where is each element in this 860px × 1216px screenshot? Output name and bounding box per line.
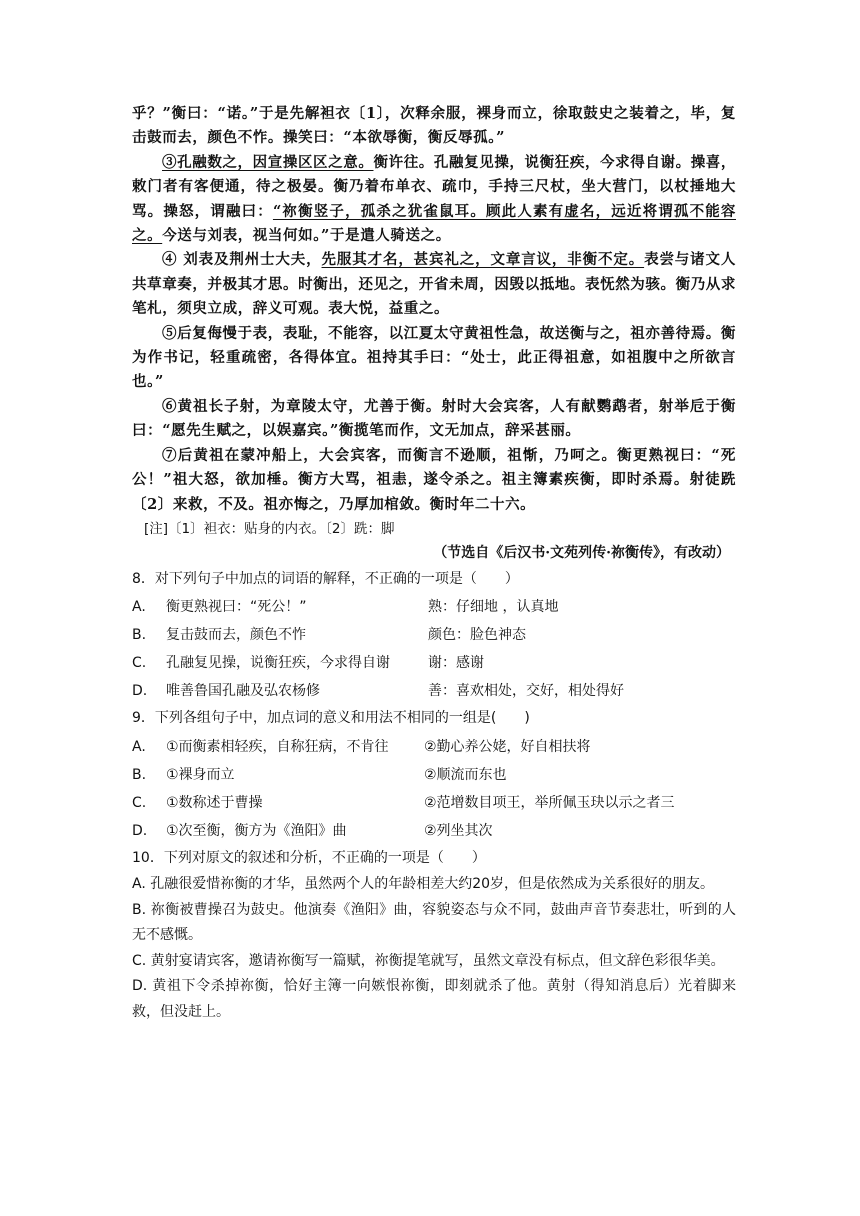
option-label: A.: [132, 738, 146, 755]
passage-paragraph-4: [132, 248, 736, 321]
option-sentence: 孔融复见操，说衡狂疾，今求得自谢: [166, 655, 390, 672]
question-10-options: [132, 872, 736, 1025]
option-label: D.: [132, 822, 148, 839]
question-8-title: 8．对下列句子中加点的词语的解释，不正确的一项是（ ）: [132, 570, 519, 587]
question-8-option-d: [132, 677, 736, 705]
option-sentence-2: ②顺流而东也: [424, 766, 507, 783]
passage-line: 复击鼓而去，颜色不怍。操笑曰：“本欲辱衡，衡反辱孤。”: [132, 105, 736, 147]
option-label: D.: [132, 683, 148, 700]
passage-text: 衡许往。孔融复见操，说衡狂疾，今求得自谢。操喜，敕门者有客便通，待之极晏。衡乃着布单衣、疏巾，手持三尺杖，坐大营门，以杖捶地大骂。操怒，谓融曰：: [132, 153, 736, 220]
passage-line: 乎？”衡曰：“诺。”于是先解袒衣〔1〕，次释余服，裸身而立，徐取鼓史之装着之，毕，: [132, 105, 721, 122]
underlined-sentence: 先服其才名，甚宾礼之，文章言议，非衡不定。: [321, 251, 645, 269]
option-sentence-1: ①数称述于曹操: [166, 794, 263, 811]
question-9-option-b: [132, 761, 736, 789]
question-10-option-d: D. 黄祖下令杀掉祢衡，恰好主簿一向嫉恨祢衡，即刻就杀了他。黄射（得知消息后）光着脚来救，但没赶上。: [132, 978, 736, 1020]
passage-text: 今送与刘表，视当何如。”于是遣人骑送之。: [162, 227, 451, 245]
passage-paragraph-1: [132, 102, 736, 151]
option-sentence-1: ①而衡素相轻疾，自称狂病，不肯往: [166, 738, 389, 755]
option-sentence-1: ①次至衡，衡方为《渔阳》曲: [166, 822, 347, 839]
question-9-option-a: [132, 733, 736, 761]
question-8-option-b: [132, 621, 736, 649]
option-label: B.: [132, 627, 147, 644]
option-sentence-2: ②勤心养公姥，好自相扶将: [424, 738, 591, 755]
passage-paragraph-5: ⑤后复侮慢于表，表耻，不能容，以江夏太守黄祖性急，故送衡与之，祖亦善待焉。衡为作书记，轻重疏密，各得体宜。祖持其手曰：“处士，此正得祖意，如祖腹中之所欲言也。”: [132, 324, 736, 391]
option-label: C.: [132, 794, 147, 811]
question-10-title: 10．下列对原文的叙述和分析，不正确的一项是（ ）: [132, 849, 486, 866]
question-9-option-c: [132, 789, 736, 817]
option-sentence-1: ①裸身而立: [166, 766, 235, 783]
option-gloss: 谢：感谢: [428, 655, 484, 672]
option-sentence: 衡更熟视曰：“死公！”: [166, 599, 307, 616]
question-9-option-d: [132, 817, 736, 845]
source-citation: （节选自《后汉书·文苑列传·祢衡传》，有改动）: [433, 545, 730, 562]
option-gloss: 善：喜欢相处，交好，相处得好: [428, 683, 624, 700]
question-8-option-a: [132, 593, 736, 621]
document-content: [132, 102, 736, 1025]
annotation-note: [注]〔1〕袒衣：贴身的内衣。〔2〕跣：脚: [144, 520, 395, 537]
passage-paragraph-7: ⑦后黄祖在蒙冲船上，大会宾客，而衡言不逊顺，祖惭，乃呵之。衡更熟视曰：“死公！”祖大怒，欲加棰。衡方大骂，祖恚，遂令杀之。祖主簿素疾衡，即时杀焉。射徒跣〔2〕来救，不及。祖亦悔之，乃厚加棺敛。衡时年二十六。: [132, 446, 736, 513]
underlined-sentence: “祢衡竖子，孤杀之犹雀鼠耳。顾此人素有虚名，远近将谓孤不能容之。: [132, 202, 736, 245]
passage-text: 表尝与诸文人共草章奏，并极其才思。时衡出，还见之，开省未周，因毁以抵地。表怃然为骇。衡乃从求笔札，须臾立成，辞义可观。表大悦，益重之。: [132, 251, 736, 318]
option-sentence: 复击鼓而去，颜色不怍: [166, 627, 306, 644]
underlined-sentence: ③孔融数之，因宣操区区之意。: [162, 153, 374, 171]
question-10-option-a: A. 孔融很爱惜祢衡的才华，虽然两个人的年龄相差大约20岁，但是依然成为关系很好的朋友。: [132, 876, 715, 893]
question-9-options: [132, 733, 736, 845]
question-10-option-b: B. 祢衡被曹操召为鼓史。他演奏《渔阳》曲，容貌姿态与众不同，鼓曲声音节奏悲壮，听到的人无不感慨。: [132, 901, 736, 944]
option-gloss: 颜色：脸色神态: [428, 627, 526, 644]
passage-text: ④ 刘表及荆州士大夫，: [162, 251, 322, 269]
question-8-option-c: [132, 649, 736, 677]
option-label: C.: [132, 655, 147, 672]
option-sentence: 唯善鲁国孔融及弘农杨修: [166, 683, 320, 700]
question-10-option-c: C. 黄射宴请宾客，邀请祢衡写一篇赋，祢衡提笔就写，虽然文章没有标点，但文辞色彩很华美。: [132, 952, 725, 969]
option-label: B.: [132, 766, 147, 783]
option-sentence-2: ②范增数目项王，举所佩玉玦以示之者三: [424, 794, 675, 811]
passage-paragraph-6: ⑥黄祖长子射，为章陵太守，尤善于衡。射时大会宾客，人有献鹦鹉者，射举卮于衡曰：“愿先生赋之，以娱嘉宾。”衡揽笔而作，文无加点，辞采甚丽。: [132, 397, 736, 440]
passage-paragraph-3: [132, 151, 736, 249]
option-sentence-2: ②列坐其次: [424, 822, 493, 839]
option-gloss: 熟：仔细地 ，认真地: [428, 599, 559, 616]
question-9-title: 9．下列各组句子中，加点词的意义和用法不相同的一组是( ): [132, 710, 530, 727]
question-8-options: [132, 593, 736, 705]
option-label: A.: [132, 599, 146, 616]
